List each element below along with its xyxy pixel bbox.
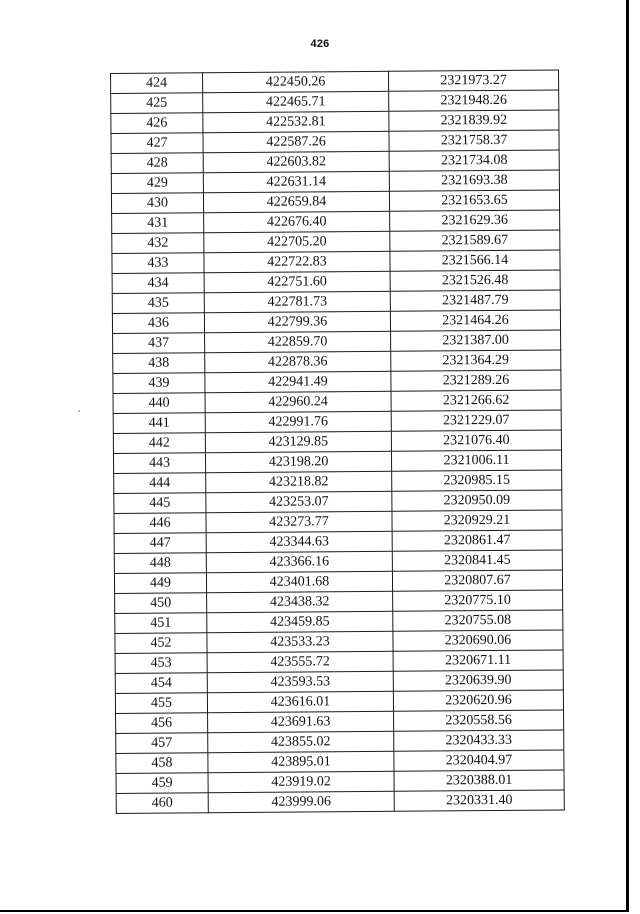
table-row <box>114 470 562 494</box>
easting-cell: 422941.49 <box>205 371 391 392</box>
easting-cell: 423855.02 <box>208 731 394 752</box>
table-row <box>111 90 559 114</box>
table-row <box>114 530 562 554</box>
table-row <box>112 270 560 294</box>
easting-cell: 423999.06 <box>208 791 394 812</box>
table-row <box>114 570 562 594</box>
point-number-cell: 455 <box>115 693 207 714</box>
page-number: 426 <box>310 38 330 50</box>
easting-cell: 423691.63 <box>208 711 394 732</box>
point-number-cell: 433 <box>112 253 204 274</box>
table-row <box>115 590 563 614</box>
table-row <box>113 410 561 434</box>
northing-cell: 2321006.11 <box>391 450 561 471</box>
table-row <box>113 430 561 454</box>
table-row <box>113 390 561 414</box>
coordinates-table-body <box>111 70 565 813</box>
point-number-cell: 430 <box>111 193 203 214</box>
easting-cell: 423555.72 <box>207 651 393 672</box>
easting-cell: 422631.14 <box>203 171 389 192</box>
easting-cell: 422751.60 <box>204 271 390 292</box>
easting-cell: 422991.76 <box>205 411 391 432</box>
northing-cell: 2320404.97 <box>394 750 564 771</box>
point-number-cell: 426 <box>111 113 203 134</box>
table-row <box>115 690 563 714</box>
easting-cell: 422587.26 <box>203 131 389 152</box>
northing-cell: 2321487.79 <box>390 290 560 311</box>
point-number-cell: 447 <box>114 533 206 554</box>
point-number-cell: 448 <box>114 553 206 574</box>
northing-cell: 2321266.62 <box>391 390 561 411</box>
point-number-cell: 457 <box>116 733 208 754</box>
easting-cell: 423401.68 <box>206 571 392 592</box>
coordinates-table <box>110 69 565 814</box>
easting-cell: 423895.01 <box>208 751 394 772</box>
northing-cell: 2321589.67 <box>390 230 560 251</box>
easting-cell: 423459.85 <box>207 611 393 632</box>
northing-cell: 2320620.96 <box>393 690 563 711</box>
table-row <box>112 210 560 234</box>
table-row <box>116 790 564 814</box>
northing-cell: 2320950.09 <box>392 490 562 511</box>
table-row <box>113 350 561 374</box>
point-number-cell: 431 <box>112 213 204 234</box>
point-number-cell: 424 <box>111 73 203 94</box>
easting-cell: 423919.02 <box>208 771 394 792</box>
scan-speck <box>78 410 80 412</box>
easting-cell: 423218.82 <box>206 471 392 492</box>
table-row <box>116 750 564 774</box>
table-row <box>115 670 563 694</box>
table-row <box>111 70 559 94</box>
northing-cell: 2320433.33 <box>394 730 564 751</box>
northing-cell: 2321526.48 <box>390 270 560 291</box>
point-number-cell: 432 <box>112 233 204 254</box>
northing-cell: 2321839.92 <box>389 110 559 131</box>
easting-cell: 422781.73 <box>204 291 390 312</box>
point-number-cell: 452 <box>115 633 207 654</box>
northing-cell: 2320807.67 <box>392 570 562 591</box>
easting-cell: 422859.70 <box>205 331 391 352</box>
table-row <box>114 510 562 534</box>
easting-cell: 422705.20 <box>204 231 390 252</box>
northing-cell: 2320639.90 <box>393 670 563 691</box>
point-number-cell: 441 <box>113 413 205 434</box>
northing-cell: 2321734.08 <box>389 150 559 171</box>
northing-cell: 2321464.26 <box>390 310 560 331</box>
easting-cell: 423533.23 <box>207 631 393 652</box>
northing-cell: 2320671.11 <box>393 650 563 671</box>
table-row <box>111 190 559 214</box>
table-row <box>112 230 560 254</box>
northing-cell: 2321758.37 <box>389 130 559 151</box>
point-number-cell: 436 <box>112 313 204 334</box>
easting-cell: 423593.53 <box>207 671 393 692</box>
point-number-cell: 449 <box>114 573 206 594</box>
point-number-cell: 428 <box>111 153 203 174</box>
point-number-cell: 438 <box>113 353 205 374</box>
table-row <box>116 730 564 754</box>
northing-cell: 2320331.40 <box>394 790 564 811</box>
easting-cell: 422960.24 <box>205 391 391 412</box>
table-row <box>115 650 563 674</box>
northing-cell: 2320841.45 <box>392 550 562 571</box>
northing-cell: 2321076.40 <box>391 430 561 451</box>
point-number-cell: 459 <box>116 773 208 794</box>
point-number-cell: 434 <box>112 273 204 294</box>
northing-cell: 2321948.26 <box>389 90 559 111</box>
northing-cell: 2321229.07 <box>391 410 561 431</box>
point-number-cell: 446 <box>114 513 206 534</box>
table-row <box>116 770 564 794</box>
point-number-cell: 450 <box>115 593 207 614</box>
point-number-cell: 443 <box>113 453 205 474</box>
northing-cell: 2320985.15 <box>392 470 562 491</box>
table-row <box>113 330 561 354</box>
point-number-cell: 427 <box>111 133 203 154</box>
northing-cell: 2321289.26 <box>391 370 561 391</box>
northing-cell: 2320775.10 <box>393 590 563 611</box>
table-row <box>111 170 559 194</box>
northing-cell: 2320755.08 <box>393 610 563 631</box>
point-number-cell: 445 <box>114 493 206 514</box>
easting-cell: 423438.32 <box>207 591 393 612</box>
table-row <box>113 450 561 474</box>
easting-cell: 422722.83 <box>204 251 390 272</box>
easting-cell: 423366.16 <box>206 551 392 572</box>
table-row <box>116 710 564 734</box>
easting-cell: 423198.20 <box>205 451 391 472</box>
northing-cell: 2321653.65 <box>389 190 559 211</box>
table-row <box>111 110 559 134</box>
point-number-cell: 440 <box>113 393 205 414</box>
easting-cell: 423616.01 <box>207 691 393 712</box>
northing-cell: 2320388.01 <box>394 770 564 791</box>
easting-cell: 422465.71 <box>203 91 389 112</box>
northing-cell: 2320558.56 <box>394 710 564 731</box>
table-row <box>114 550 562 574</box>
easting-cell: 422603.82 <box>203 151 389 172</box>
table-row <box>114 490 562 514</box>
point-number-cell: 437 <box>113 333 205 354</box>
easting-cell: 423344.63 <box>206 531 392 552</box>
table-row <box>112 250 560 274</box>
easting-cell: 422878.36 <box>205 351 391 372</box>
point-number-cell: 460 <box>116 793 208 814</box>
table-row <box>113 370 561 394</box>
table-row <box>115 630 563 654</box>
point-number-cell: 444 <box>114 473 206 494</box>
table-row <box>111 150 559 174</box>
point-number-cell: 453 <box>115 653 207 674</box>
northing-cell: 2321364.29 <box>391 350 561 371</box>
northing-cell: 2320690.06 <box>393 630 563 651</box>
northing-cell: 2321566.14 <box>390 250 560 271</box>
table-row <box>112 290 560 314</box>
easting-cell: 422676.40 <box>204 211 390 232</box>
point-number-cell: 458 <box>116 753 208 774</box>
easting-cell: 422799.36 <box>204 311 390 332</box>
point-number-cell: 425 <box>111 93 203 114</box>
northing-cell: 2321629.36 <box>390 210 560 231</box>
easting-cell: 423253.07 <box>206 491 392 512</box>
easting-cell: 422659.84 <box>203 191 389 212</box>
easting-cell: 422532.81 <box>203 111 389 132</box>
easting-cell: 422450.26 <box>203 71 389 92</box>
northing-cell: 2321693.38 <box>389 170 559 191</box>
easting-cell: 423129.85 <box>205 431 391 452</box>
point-number-cell: 454 <box>115 673 207 694</box>
point-number-cell: 456 <box>116 713 208 734</box>
northing-cell: 2321387.00 <box>391 330 561 351</box>
northing-cell: 2320861.47 <box>392 530 562 551</box>
point-number-cell: 429 <box>111 173 203 194</box>
northing-cell: 2321973.27 <box>388 70 558 91</box>
point-number-cell: 442 <box>113 433 205 454</box>
easting-cell: 423273.77 <box>206 511 392 532</box>
point-number-cell: 439 <box>113 373 205 394</box>
table-row <box>111 130 559 154</box>
northing-cell: 2320929.21 <box>392 510 562 531</box>
table-row <box>112 310 560 334</box>
table-row <box>115 610 563 634</box>
point-number-cell: 435 <box>112 293 204 314</box>
point-number-cell: 451 <box>115 613 207 634</box>
